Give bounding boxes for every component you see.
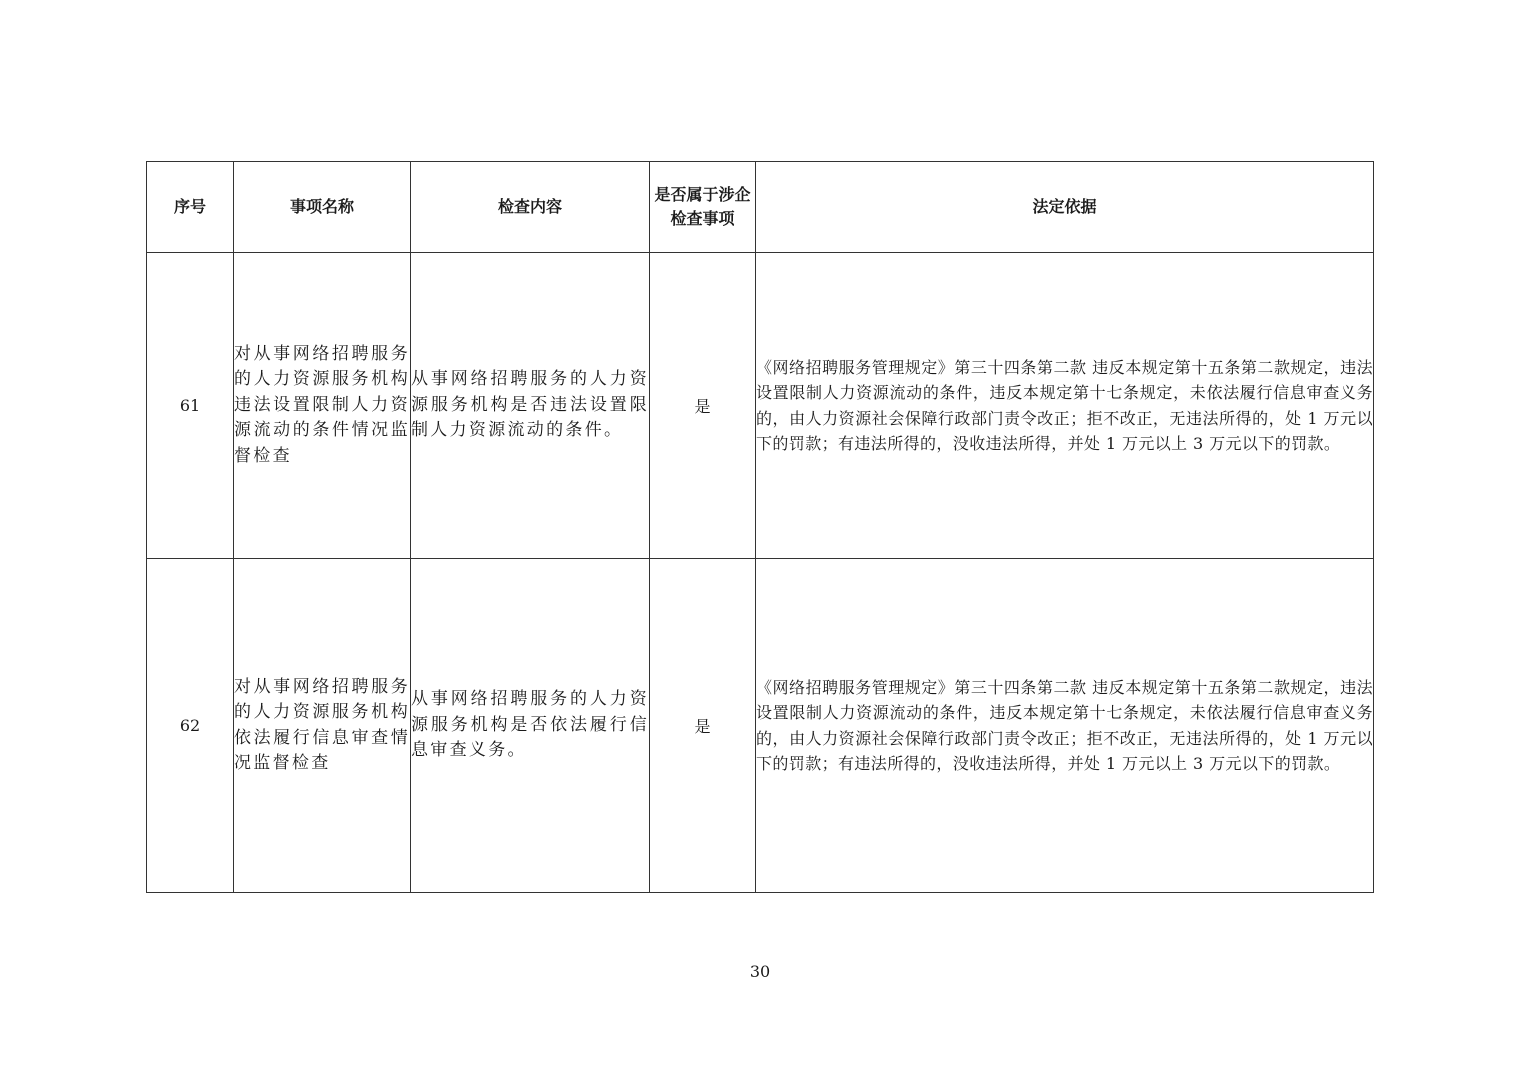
table-header-row bbox=[147, 162, 1374, 253]
header-inspection-content: 检查内容 bbox=[411, 162, 650, 253]
header-legal-basis: 法定依据 bbox=[756, 162, 1374, 253]
page-number: 30 bbox=[749, 962, 771, 981]
table-row bbox=[147, 253, 1374, 559]
row-item-name: 对从事网络招聘服务的人力资源服务机构违法设置限制人力资源流动的条件情况监督检查 bbox=[234, 253, 411, 559]
row-seq: 61 bbox=[147, 253, 234, 559]
row-seq: 62 bbox=[147, 559, 234, 893]
row-inspection-content: 从事网络招聘服务的人力资源服务机构是否违法设置限制人力资源流动的条件。 bbox=[411, 253, 650, 559]
row-enterprise-flag: 是 bbox=[650, 559, 756, 893]
row-legal-basis: 《网络招聘服务管理规定》第三十四条第二款 违反本规定第十五条第二款规定，违法设置限制人力资源流动的条件，违反本规定第十七条规定，未依法履行信息审查义务的，由人力资源社会保障行政部门责令改正；拒不改正，无违法所得的，处 1 万元以下的罚款；有违法所得的，没收违法所得，并处 1 万元以上 3 万元以下的罚款。 bbox=[756, 253, 1374, 559]
row-inspection-content: 从事网络招聘服务的人力资源服务机构是否依法履行信息审查义务。 bbox=[411, 559, 650, 893]
header-seq: 序号 bbox=[147, 162, 234, 253]
row-legal-basis: 《网络招聘服务管理规定》第三十四条第二款 违反本规定第十五条第二款规定，违法设置限制人力资源流动的条件，违反本规定第十七条规定，未依法履行信息审查义务的，由人力资源社会保障行政部门责令改正；拒不改正，无违法所得的，处 1 万元以下的罚款；有违法所得的，没收违法所得，并处 1 万元以上 3 万元以下的罚款。 bbox=[756, 559, 1374, 893]
inspection-items-table bbox=[146, 161, 1374, 893]
header-enterprise-flag: 是否属于涉企检查事项 bbox=[650, 162, 756, 253]
table-row bbox=[147, 559, 1374, 893]
header-item-name: 事项名称 bbox=[234, 162, 411, 253]
row-enterprise-flag: 是 bbox=[650, 253, 756, 559]
row-item-name: 对从事网络招聘服务的人力资源服务机构依法履行信息审查情况监督检查 bbox=[234, 559, 411, 893]
